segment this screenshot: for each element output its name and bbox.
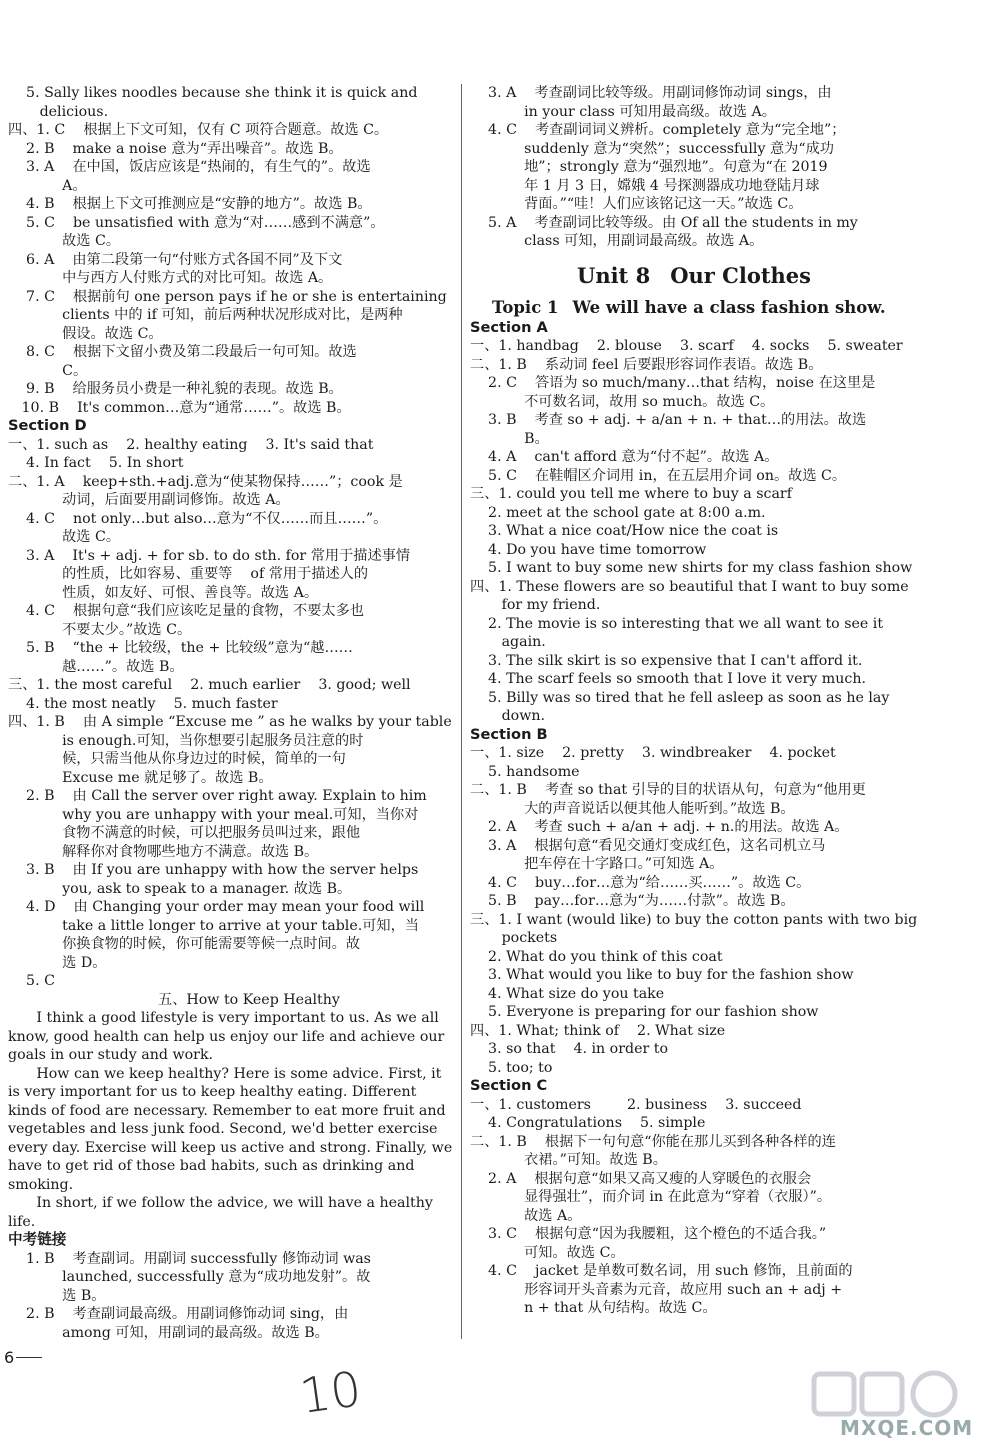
section-heading: Section C: [470, 1077, 548, 1094]
answer-line: 二、1. B 系动词 feel 后要跟形容词作表语。故选 B。: [470, 356, 823, 373]
answer-line: again.: [470, 634, 546, 650]
answer-line: in your class 可知用最高级。故选 A。: [470, 103, 776, 120]
answer-line: 4. C jacket 是单数可数名词，用 such 修饰，且前面的: [470, 1263, 853, 1279]
answer-line: 5. A 考查副词比较等级。由 Of all the students in my: [470, 214, 858, 231]
answer-line: 地”；strongly 意为“强烈地”。句意为“在 2019: [470, 159, 828, 175]
answer-line: 5. B pay…for…意为“为……付款”。故选 B。: [470, 893, 795, 909]
answer-line: is enough.可知，当你想要引起服务员注意的时: [8, 732, 364, 749]
answer-line: 选 B。: [8, 1287, 106, 1304]
answer-line: 4. C buy…for…意为“给……买……”。故选 C。: [470, 874, 811, 891]
answer-line: 5. I want to buy some new shirts for my class fashion show: [470, 560, 913, 576]
answer-line: take a little longer to arrive at your table.可知，当: [8, 917, 419, 934]
answer-line: among 可知，用副词的最高级。故选 B。: [8, 1324, 329, 1341]
page-number-dash: [16, 1357, 42, 1358]
answer-line: 四、1. B 由 A simple “Excuse me ” as he walks by your table: [8, 714, 452, 730]
answer-line: 可知。故选 C。: [470, 1244, 625, 1261]
unit-name: Our Clothes: [670, 262, 811, 288]
answer-line: 四、1. C 根据上下文可知，仅有 C 项符合题意。故选 C。: [8, 122, 389, 138]
answer-line: 形容词开头音素为元音，故应用 such an + adj +: [470, 1281, 843, 1298]
answer-line: 3. What a nice coat/How nice the coat is: [470, 523, 779, 539]
topic-title: [492, 298, 918, 317]
answer-line: 5. B “the + 比较级，the + 比较级”意为“越……: [8, 640, 353, 656]
answer-line: 4. C not only…but also…意为“不仅……而且……”。: [8, 510, 388, 527]
answer-line: 5. C be unsatisfied with 意为“对……感到不满意”。: [8, 214, 385, 231]
answer-line: pockets: [470, 930, 558, 946]
answer-line: 三、1. could you tell me where to buy a scarf: [470, 486, 792, 502]
answer-line: 食物不满意的时候，可以把服务员叫过来，跟他: [8, 825, 361, 841]
answer-line: 5. too; to: [470, 1059, 553, 1076]
answer-line: 8. C 根据下文留小费及第二段最后一句可知。故选: [8, 344, 357, 360]
answer-line: 显得强壮”，而介词 in 在此意为“穿着（衣服）”。: [470, 1189, 832, 1205]
answer-line: 4. What size do you take: [470, 985, 665, 1002]
watermark-url: MXQE.COM: [840, 1416, 974, 1440]
answer-line: 7. C 根据前句 one person pays if he or she is entertaining: [8, 288, 447, 305]
answer-line: 动词，后面要用副词修饰。故选 A。: [8, 492, 290, 508]
topic-number: Topic 1: [492, 297, 559, 317]
answer-line: 一、1. such as 2. healthy eating 3. It's said that: [8, 436, 374, 453]
answer-line: 三、1. I want (would like) to buy the cotton pants with two big: [470, 911, 918, 928]
answer-line: 大的声音说话以便其他人能听到。”故选 B。: [470, 800, 795, 817]
essay-title: 五、How to Keep Healthy: [158, 991, 340, 1008]
answer-line: 候，只需当他从你身边过的时候，简单的一句: [8, 751, 346, 767]
answer-line: 2. What do you think of this coat: [470, 948, 723, 965]
answer-line: for my friend.: [470, 597, 601, 613]
unit-number: Unit 8: [577, 262, 651, 288]
answer-line: why you are unhappy with your meal.可知，当你对: [8, 806, 419, 823]
answer-line: 解释你对食物哪些地方不满意。故选 B。: [8, 843, 319, 860]
essay-paragraph: In short, if we follow the advice, we will have a healthy life.: [8, 1195, 433, 1230]
answer-line: 5. Sally likes noodles because she think it is quick and: [8, 85, 418, 101]
answer-line: 4. A can't afford 意为“付不起”。故选 A。: [470, 449, 779, 465]
answer-line: 性质，如友好、可恨、善良等。故选 A。: [8, 584, 319, 601]
answer-line: you, ask to speak to a manager. 故选 B。: [8, 880, 352, 897]
answer-line: class 可知，用副词最高级。故选 A。: [470, 233, 764, 249]
answer-line: 年 1 月 3 日，嫦娥 4 号探测器成功地登陆月球: [470, 177, 820, 194]
answer-line: 2. B 由 Call the server over right away. Explain to him: [8, 788, 427, 804]
answer-line: 5. C 在鞋帽区介词用 in，在五层用介词 on。故选 C。: [470, 467, 847, 484]
answer-line: 3. A It's + adj. + for sb. to do sth. for 常用于描述事情: [8, 547, 411, 564]
answer-line: 4. Do you have time tomorrow: [470, 541, 707, 558]
handwritten-mark: 10: [296, 1361, 365, 1425]
answer-line: 故选 C。: [8, 529, 121, 545]
answer-line: 3. The silk skirt is so expensive that I can't afford it.: [470, 652, 863, 669]
answer-line: 3. B 考查 so + adj. + a/an + n. + that…的用法。故选: [470, 412, 867, 428]
answer-line: 4. C 根据句意“我们应该吃足量的食物，不要太多也: [8, 603, 364, 619]
answer-line: 故选 A。: [470, 1207, 582, 1224]
right-column: [470, 84, 918, 1318]
answer-line: 四、1. These flowers are so beautiful that I want to buy some: [470, 578, 909, 595]
answer-line: A。: [8, 177, 87, 194]
answer-line: 10. B It's common…意为“通常……”。故选 B。: [8, 399, 351, 416]
answer-line: 9. B 给服务员小费是一种礼貌的表现。故选 B。: [8, 381, 343, 397]
section-heading: Section D: [8, 417, 87, 434]
answer-line: B。: [470, 430, 549, 447]
answer-line: 3. A 考查副词比较等级。用副词修饰动词 sings，由: [470, 85, 832, 101]
answer-line: 2. A 根据句意“如果又高又瘦的人穿暖色的衣服会: [470, 1170, 812, 1187]
unit-title: [470, 263, 918, 288]
answer-line: 4. Congratulations 5. simple: [470, 1115, 706, 1131]
answer-line: 四、1. What; think of 2. What size: [470, 1022, 726, 1039]
answer-line: clients 中的 if 可知，前后两种状况形成对比，是两种: [8, 307, 403, 323]
answer-line: 越……”。故选 B。: [8, 658, 184, 675]
answer-line: 故选 C。: [8, 233, 121, 249]
answer-line: 不可数名词，故用 so much。故选 C。: [470, 393, 775, 410]
answer-line: 把车停在十字路口。”可知选 A。: [470, 856, 724, 872]
answer-line: 一、1. customers 2. business 3. succeed: [470, 1096, 802, 1113]
essay-paragraph: How can we keep healthy? Here is some advice. First, it is very important for us to keep healthy eating. Different kinds of food are necessary. Remember to eat more fruit and vegetables and less junk food. Second, we'd better exercise every day. Exercise will keep us active and strong. Finally, we have to get rid of those bad habits, such as drinking and smoking.: [8, 1065, 453, 1193]
answer-line: 的性质，比如容易、重要等 of 常用于描述人的: [8, 566, 369, 582]
answer-line: 2. meet at the school gate at 8:00 a.m.: [470, 504, 766, 521]
answer-line: 2. C 答语为 so much/many…that 结构，noise 在这里是: [470, 375, 876, 391]
answer-line: 5. handsome: [470, 763, 580, 780]
answer-line: 3. C 根据句意“因为我腰粗，这个橙色的不适合我。”: [470, 1226, 827, 1242]
page-number: 6: [4, 1348, 15, 1367]
answer-line: 5. Everyone is preparing for our fashion show: [470, 1004, 819, 1020]
answer-line: 背面。”“哇！人们应该铭记这一天。”故选 C。: [470, 196, 803, 212]
answer-line: 假设。故选 C。: [8, 325, 163, 342]
answer-line: 3. so that 4. in order to: [470, 1041, 669, 1057]
left-column: [8, 84, 455, 1342]
answer-line: 2. A 考查 such + a/an + adj. + n.的用法。故选 A。: [470, 819, 849, 835]
essay-paragraph: I think a good lifestyle is very important to us. As we all know, good health can help us enjoy our life and achieve our goals in our study and work.: [8, 1010, 445, 1063]
answer-line: 一、1. handbag 2. blouse 3. scarf 4. socks 5. sweater: [470, 338, 903, 354]
answer-line: 不要太少。”故选 C。: [8, 621, 192, 638]
answer-line: 一、1. size 2. pretty 3. windbreaker 4. pocket: [470, 745, 836, 761]
answer-line: 3. A 根据句意“看见交通灯变成红色，这名司机立马: [470, 837, 826, 854]
answer-line: 2. B make a noise 意为“弄出噪音”。故选 B。: [8, 140, 343, 157]
topic-name: We will have a class fashion show.: [572, 297, 886, 317]
answer-line: 选 D。: [8, 954, 107, 971]
answer-line: n + that 从句结构。故选 C。: [470, 1300, 717, 1316]
answer-line: 4. C 考查副词词义辨析。completely 意为“完全地”；: [470, 122, 846, 138]
answer-line: C。: [8, 362, 88, 379]
answer-line: 2. B 考查副词最高级。用副词修饰动词 sing，由: [8, 1306, 349, 1322]
answer-line: 6. A 由第二段第一句“付账方式各国不同”及下文: [8, 251, 343, 268]
answer-line: 二、1. B 考查 so that 引导的目的状语从句，句意为“他用更: [470, 782, 866, 798]
answer-line: 3. B 由 If you are unhappy with how the server helps: [8, 862, 419, 878]
answer-line: 5. Billy was so tired that he fell asleep as soon as he lay: [470, 689, 890, 706]
answer-line: launched, successfully 意为“成功地发射”。故: [8, 1269, 371, 1285]
answer-line: 3. What would you like to buy for the fashion show: [470, 967, 854, 983]
answer-line: delicious.: [8, 103, 109, 120]
answer-line: 2. The movie is so interesting that we all want to see it: [470, 615, 884, 632]
answer-line: 3. A 在中国，饭店应该是“热闹的，有生气的”。故选: [8, 159, 371, 175]
answer-line: 你换食物的时候，你可能需要等候一点时间。故: [8, 936, 361, 952]
answer-line: Excuse me 就足够了。故选 B。: [8, 769, 273, 786]
answer-line: 衣裙。”可知。故选 B。: [470, 1152, 667, 1168]
answer-line: 4. In fact 5. In short: [8, 455, 184, 471]
answer-line: 1. B 考查副词。用副词 successfully 修饰动词 was: [8, 1250, 371, 1267]
answer-line: 二、1. A keep+sth.+adj.意为“使某物保持……”；cook 是: [8, 473, 403, 490]
answer-line: 4. B 根据上下文可推测应是“安静的地方”。故选 B。: [8, 196, 372, 212]
answer-line: 三、1. the most careful 2. much earlier 3. good; well: [8, 677, 411, 693]
answer-line: 4. the most neatly 5. much faster: [8, 695, 278, 712]
answer-line: suddenly 意为“突然”；successfully 意为“成功: [470, 140, 834, 157]
answer-line: 二、1. B 根据下一句句意“你能在那儿买到各种各样的连: [470, 1133, 836, 1150]
column-divider: [461, 84, 462, 1339]
section-heading: Section B: [470, 725, 548, 743]
answer-line: down.: [470, 708, 545, 724]
section-heading: Section A: [470, 318, 548, 336]
section-heading: 中考链接: [8, 1231, 67, 1248]
answer-line: 4. The scarf feels so smooth that I love it very much.: [470, 671, 866, 687]
answer-line: 中与西方人付账方式的对比可知。故选 A。: [8, 270, 333, 286]
answer-line: 4. D 由 Changing your order may mean your food will: [8, 899, 425, 915]
answer-line: 5. C: [8, 973, 55, 989]
